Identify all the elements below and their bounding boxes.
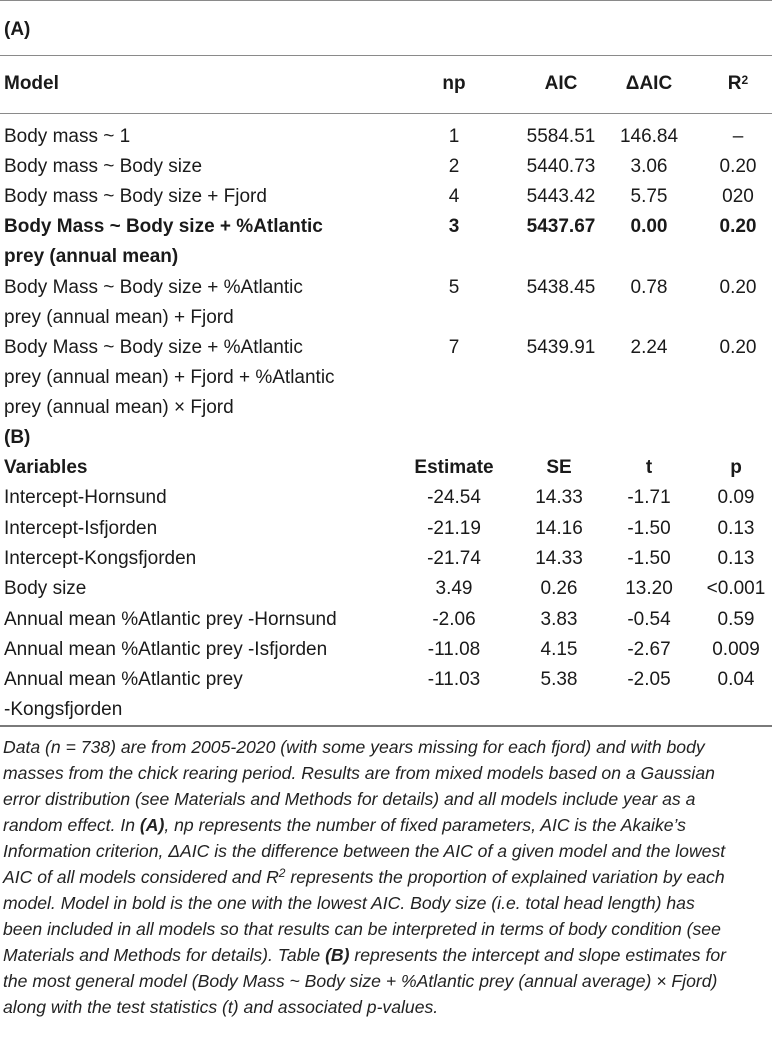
rule-above-caption: [0, 725, 772, 727]
cell-se: 14.33: [535, 487, 583, 508]
cell-aic: 5438.45: [526, 277, 596, 298]
model-formula-line: prey (annual mean) + Fjord: [4, 307, 234, 328]
cell-estimate: -2.06: [432, 609, 476, 630]
cell-estimate: -21.19: [427, 518, 481, 539]
caption-superscript: 2: [278, 866, 286, 880]
header-r2: [728, 72, 748, 96]
caption-text: model. Model in bold is the one with the lowest AIC. Body size (i.e. total head length) has: [3, 893, 695, 913]
cell-delta-aic: 5.75: [630, 186, 668, 207]
rule-under-header: [0, 113, 772, 114]
cell-se: 3.83: [540, 609, 578, 630]
header-np: np: [442, 73, 466, 94]
caption-bold-ref: (B): [325, 945, 350, 965]
cell-p: 0.13: [717, 548, 755, 569]
header-r2-superscript: 2: [741, 73, 749, 87]
cell-t: 13.20: [625, 578, 673, 599]
caption-line: [3, 734, 771, 760]
caption-text: random effect. In: [3, 815, 140, 835]
caption-line: [3, 786, 771, 812]
table-caption: [3, 734, 771, 1020]
cell-t: -1.71: [627, 487, 671, 508]
variable-name-line: Intercept-Isfjorden: [4, 518, 158, 539]
cell-r2: 0.20: [719, 156, 757, 177]
cell-np: 3: [448, 216, 460, 237]
caption-text: error distribution (see Materials and Methods for details) and all models include year as a: [3, 789, 696, 809]
variable-name-line: Intercept-Hornsund: [4, 487, 167, 508]
caption-line: [3, 916, 771, 942]
cell-delta-aic: 146.84: [619, 126, 679, 147]
cell-estimate: 3.49: [435, 578, 473, 599]
model-formula-line: Body mass ~ Body size: [4, 156, 203, 177]
cell-p: 0.04: [717, 669, 755, 690]
cell-r2: 020: [722, 186, 754, 207]
cell-estimate: -11.03: [427, 669, 481, 690]
cell-r2: 0.20: [719, 337, 757, 358]
caption-line: [3, 968, 771, 994]
caption-line: [3, 812, 771, 838]
cell-r2: –: [732, 126, 744, 147]
header-estimate: Estimate: [414, 457, 494, 478]
header-p: p: [730, 457, 742, 478]
cell-t: -2.05: [627, 669, 671, 690]
cell-se: 14.33: [535, 548, 583, 569]
header-r2-base: R: [727, 73, 742, 94]
variable-name-line: Body size: [4, 578, 87, 599]
cell-p: 0.59: [717, 609, 755, 630]
header-aic: AIC: [544, 73, 578, 94]
header-t: t: [645, 457, 653, 478]
caption-text: along with the test statistics (t) and associated p-values.: [3, 997, 439, 1017]
cell-aic: 5584.51: [526, 126, 596, 147]
caption-bold-ref: (A): [139, 815, 165, 835]
part-a-label: (A): [4, 19, 31, 40]
model-formula-line: prey (annual mean) + Fjord + %Atlantic: [4, 367, 335, 388]
cell-t: -1.50: [627, 518, 671, 539]
cell-se: 5.38: [540, 669, 578, 690]
cell-r2: 0.20: [719, 277, 757, 298]
model-formula-line: prey (annual mean) × Fjord: [4, 397, 234, 418]
caption-line: [3, 864, 771, 890]
caption-line: [3, 890, 771, 916]
header-delta-aic: ΔAIC: [625, 73, 673, 94]
model-formula-line: Body mass ~ Body size + Fjord: [4, 186, 267, 207]
model-formula-line: Body mass ~ 1: [4, 126, 131, 147]
cell-np: 4: [448, 186, 460, 207]
variable-name-line: Intercept-Kongsfjorden: [4, 548, 197, 569]
cell-t: -2.67: [627, 639, 671, 660]
variable-name-line: -Kongsfjorden: [4, 699, 123, 720]
caption-line: [3, 994, 771, 1020]
cell-aic: 5437.67: [526, 216, 596, 237]
cell-delta-aic: 2.24: [630, 337, 668, 358]
caption-text: represents the proportion of explained variation by each: [285, 867, 725, 887]
caption-text: , np represents the number of fixed parameters, AIC is the Akaike’s: [164, 815, 686, 835]
cell-delta-aic: 3.06: [630, 156, 668, 177]
cell-se: 0.26: [540, 578, 578, 599]
caption-text: represents the intercept and slope estimates for: [349, 945, 727, 965]
variable-name-line: Annual mean %Atlantic prey -Isfjorden: [4, 639, 328, 660]
caption-text: been included in all models so that results can be interpreted in terms of body condition (see: [3, 919, 721, 939]
cell-p: 0.09: [717, 487, 755, 508]
cell-estimate: -11.08: [427, 639, 481, 660]
cell-estimate: -24.54: [427, 487, 481, 508]
model-formula-line: Body Mass ~ Body size + %Atlantic: [4, 216, 323, 237]
cell-p: 0.009: [712, 639, 760, 660]
cell-p: <0.001: [706, 578, 766, 599]
cell-np: 5: [448, 277, 460, 298]
top-rule: [0, 0, 772, 1]
caption-text: Materials and Methods for details). Table: [3, 945, 326, 965]
variable-name-line: Annual mean %Atlantic prey -Hornsund: [4, 609, 337, 630]
cell-np: 2: [448, 156, 460, 177]
rule-under-label: [0, 55, 772, 56]
caption-text: AIC of all models considered and R: [3, 867, 279, 887]
caption-text: the most general model (Body Mass ~ Body size + %Atlantic prey (annual average) × Fjord): [3, 971, 718, 991]
cell-se: 14.16: [535, 518, 583, 539]
header-se: SE: [546, 457, 572, 478]
cell-t: -1.50: [627, 548, 671, 569]
cell-r2: 0.20: [719, 216, 757, 237]
cell-delta-aic: 0.00: [630, 216, 668, 237]
cell-aic: 5440.73: [526, 156, 596, 177]
cell-np: 1: [448, 126, 460, 147]
cell-delta-aic: 0.78: [630, 277, 668, 298]
cell-se: 4.15: [540, 639, 578, 660]
model-formula-line: Body Mass ~ Body size + %Atlantic: [4, 277, 303, 298]
part-b-label: (B): [4, 427, 31, 448]
caption-line: [3, 760, 771, 786]
cell-p: 0.13: [717, 518, 755, 539]
caption-line: [3, 838, 771, 864]
cell-aic: 5439.91: [526, 337, 596, 358]
cell-estimate: -21.74: [427, 548, 481, 569]
caption-text: Data (n = 738) are from 2005-2020 (with some years missing for each fjord) and with body: [3, 737, 705, 757]
variable-name-line: Annual mean %Atlantic prey: [4, 669, 243, 690]
caption-text: Information criterion, ΔAIC is the difference between the AIC of a given model and the lowest: [3, 841, 726, 861]
cell-aic: 5443.42: [526, 186, 596, 207]
caption-text: masses from the chick rearing period. Results are from mixed models based on a Gaussian: [3, 763, 715, 783]
model-formula-line: Body Mass ~ Body size + %Atlantic: [4, 337, 303, 358]
header-model: Model: [4, 73, 59, 94]
cell-t: -0.54: [627, 609, 671, 630]
caption-line: [3, 942, 771, 968]
model-formula-line: prey (annual mean): [4, 246, 179, 267]
header-variables: Variables: [4, 457, 88, 478]
cell-np: 7: [448, 337, 460, 358]
